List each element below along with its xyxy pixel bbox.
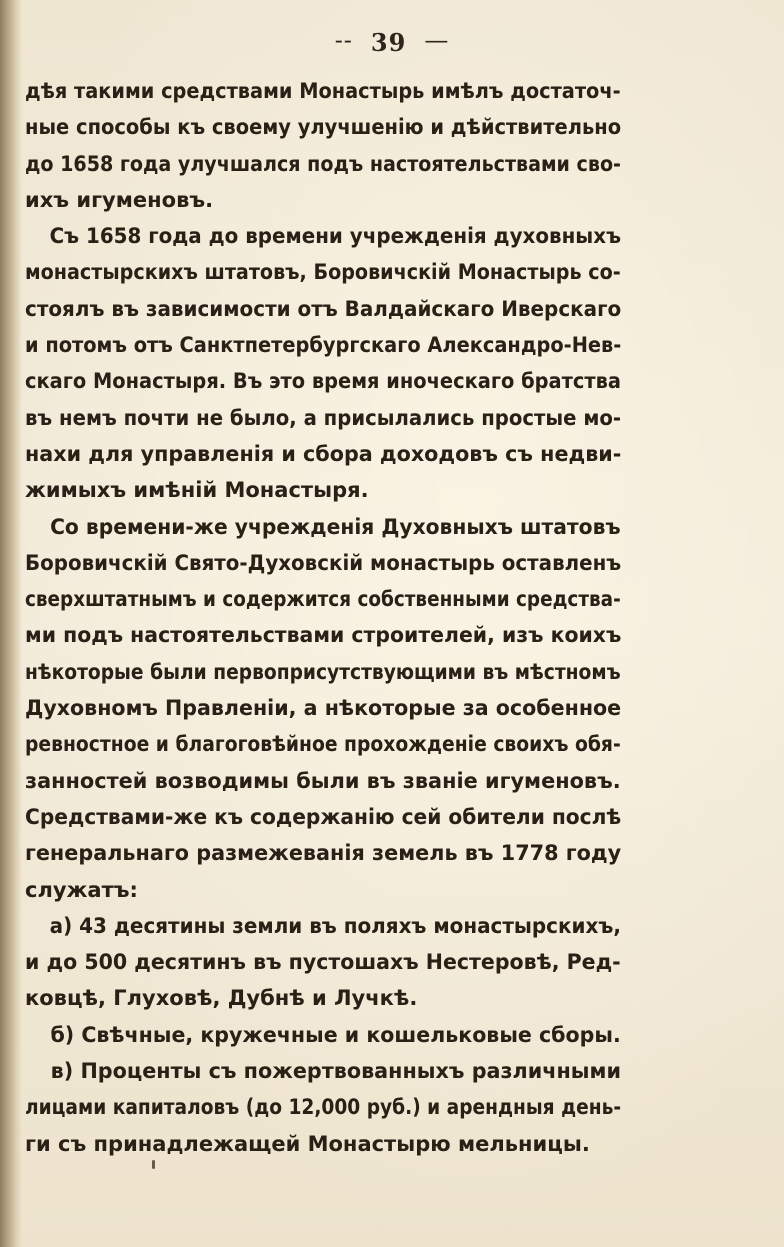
text-line: нахи для управленія и сбора доходовъ съ недви- <box>25 441 622 466</box>
text-line: занностей возводимы были въ званіе игуменовъ. <box>25 768 621 793</box>
body-text <box>25 73 621 1162</box>
text-line: въ немъ почти не было, а присылались простые мо- <box>25 405 622 430</box>
text-line: Средствами-же къ содержанію сей обители послѣ <box>25 804 622 829</box>
text-line: до 1658 года улучшался подъ настоятельствами сво- <box>25 151 621 176</box>
text-line: нѣкоторые были первоприсутствующими въ мѣстномъ <box>25 659 621 684</box>
binding-shadow <box>0 0 22 1247</box>
text-line: а) 43 десятины земли въ поляхъ монастырскихъ, <box>49 913 621 938</box>
text-line: генеральнаго размежеванія земель въ 1778 году <box>25 841 622 866</box>
text-line: б) Свѣчные, кружечные и кошельковые сборы. <box>50 1022 621 1047</box>
text-line: служатъ: <box>25 877 138 902</box>
text-line: дѣя такими средствами Монастырь имѣлъ достаточ- <box>25 79 621 103</box>
page-header <box>0 28 784 57</box>
text-line: Духовномъ Правленіи, а нѣкоторые за особенное <box>25 696 622 721</box>
text-line: скаго Монастыря. Въ это время иноческаго братства <box>25 369 621 394</box>
text-line: ми подъ настоятельствами строителей, изъ коихъ <box>25 623 622 648</box>
text-line: и до 500 десятинъ въ пустошахъ Нестеровѣ, Ред- <box>25 950 621 975</box>
text-line: лицами капиталовъ (до 12,000 руб.) и арендныя день- <box>25 1095 622 1120</box>
text-line: ги съ принадлежащей Монастырю мельницы. <box>25 1131 590 1156</box>
header-dash-right: — <box>424 26 450 54</box>
text-line: ихъ игуменовъ. <box>25 187 214 212</box>
ink-speck <box>152 1160 155 1169</box>
text-line: и потомъ отъ Санктпетербургскаго Александро-Нев- <box>25 333 622 358</box>
text-line: Съ 1658 года до времени учрежденія духовныхъ <box>49 224 622 249</box>
text-line: ковцѣ, Глуховѣ, Дубнѣ и Лучкѣ. <box>25 986 418 1011</box>
text-line: ные способы къ своему улучшенію и дѣйствительно <box>25 115 622 140</box>
text-line: жимыхъ имѣній Монастыря. <box>25 478 369 503</box>
text-line: Со времени-же учрежденія Духовныхъ штатовъ <box>50 514 621 539</box>
text-line: в) Проценты съ пожертвованныхъ различными <box>50 1059 621 1084</box>
text-line: ревностное и благоговѣйное прохожденіе своихъ обя- <box>25 732 621 757</box>
page-number: 39 <box>370 28 407 57</box>
text-line: стоялъ въ зависимости отъ Валдайскаго Иверскаго <box>25 296 622 321</box>
text-line: Боровичскій Свято-Духовскій монастырь оставленъ <box>25 550 622 575</box>
text-line: монастырскихъ штатовъ, Боровичскій Монастырь со- <box>25 260 621 285</box>
text-line: сверхштатнымъ и содержится собственными средства- <box>25 587 621 612</box>
header-dash-left: -- <box>334 26 353 54</box>
